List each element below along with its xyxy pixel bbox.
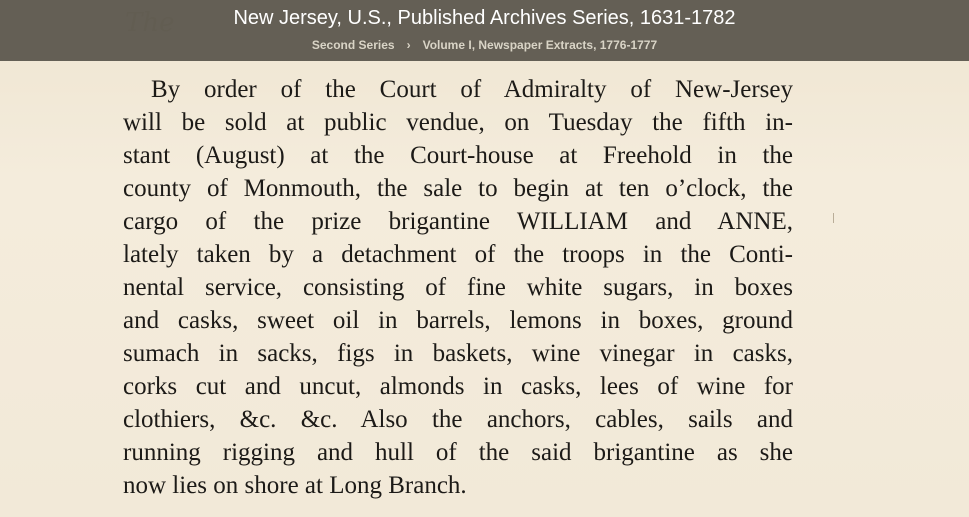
text-line: will be sold at public vendue, on Tuesday the fifth in- bbox=[123, 109, 793, 136]
text-line: By order of the Court of Admiralty of New-Jersey bbox=[151, 76, 793, 103]
text-line: corks cut and uncut, almonds in casks, lees of wine for bbox=[123, 373, 793, 400]
text-line: nental service, consisting of fine white sugars, in boxes bbox=[123, 274, 793, 301]
text-line: sumach in sacks, figs in baskets, wine vinegar in casks, bbox=[123, 340, 793, 367]
text-line: lately taken by a detachment of the troops in the Conti- bbox=[123, 241, 793, 268]
text-line: running rigging and hull of the said brigantine as she bbox=[123, 439, 793, 466]
text-line: and casks, sweet oil in barrels, lemons in boxes, ground bbox=[123, 307, 793, 334]
text-line: now lies on shore at Long Branch. bbox=[123, 472, 467, 499]
chevron-right-icon: › bbox=[406, 38, 411, 52]
breadcrumb bbox=[0, 38, 969, 52]
newspaper-extract bbox=[123, 73, 793, 502]
paper-speck bbox=[833, 213, 834, 223]
record-header bbox=[0, 0, 969, 61]
text-line: clothiers, &c. &c. Also the anchors, cables, sails and bbox=[123, 406, 793, 433]
breadcrumb-volume-link[interactable]: Volume I, Newspaper Extracts, 1776-1777 bbox=[422, 38, 658, 52]
text-line: cargo of the prize brigantine WILLIAM and ANNE, bbox=[123, 208, 793, 235]
collection-title: New Jersey, U.S., Published Archives Series, 1631-1782 bbox=[233, 7, 736, 29]
text-line: county of Monmouth, the sale to begin at ten o’clock, the bbox=[123, 175, 793, 202]
text-line: stant (August) at the Court-house at Freehold in the bbox=[123, 142, 793, 169]
breadcrumb-series-link[interactable]: Second Series bbox=[311, 38, 395, 52]
